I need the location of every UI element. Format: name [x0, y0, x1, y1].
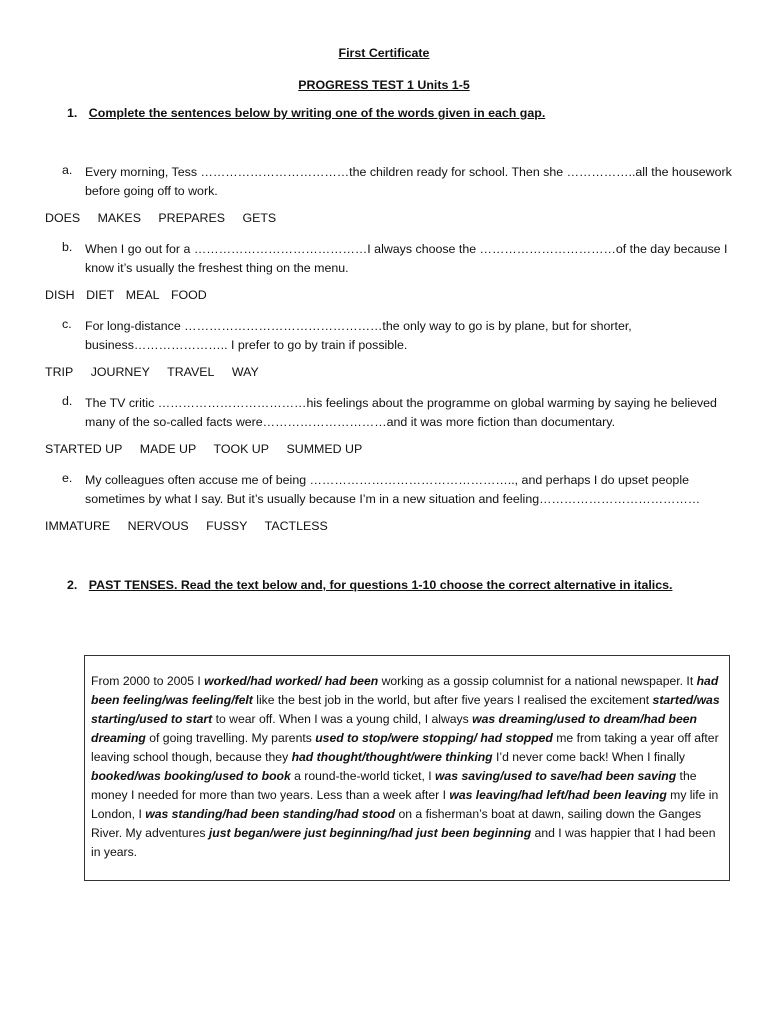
item-e-sentence: My colleagues often accuse me of being ………………………………………….., and perhaps I do upset people sometimes by what I say. But it’s usually because I’m in a new situation and feeling………………………………… — [85, 473, 701, 506]
item-d-word-options — [45, 442, 376, 456]
passage-segment: a round-the-world ticket, I — [290, 769, 436, 783]
word-option: STARTED UP — [45, 442, 123, 456]
item-e-letter: e. — [62, 471, 73, 485]
passage-segment: and I was happier that I had been in years. — [91, 826, 716, 859]
word-option: MAKES — [97, 211, 141, 225]
tense-options: was leaving/had left/had been leaving — [449, 788, 667, 802]
word-option: TOOK UP — [213, 442, 270, 456]
question-1-instruction: Complete the sentences below by writing one of the words given in each gap. — [88, 106, 546, 120]
item-e-word-options — [45, 519, 342, 533]
tense-options: worked/had worked/ had been — [204, 674, 379, 688]
tense-options: used to stop/were stopping/ had stopped — [315, 731, 553, 745]
word-option: FOOD — [170, 288, 207, 302]
passage-segment: working as a gossip columnist for a national newspaper. It — [378, 674, 697, 688]
passage-segment: of going travelling. My parents — [145, 731, 316, 745]
tense-options: booked/was booking/used to book — [91, 769, 291, 783]
tense-options: was dreaming/used to dream/had been dreaming — [91, 712, 697, 745]
word-option: DISH — [45, 288, 75, 302]
tense-options: had been feeling/was feeling/felt — [91, 674, 719, 707]
passage-segment: on a fisherman’s boat at dawn, sailing down the Ganges River. My adventures — [91, 807, 702, 840]
item-b-letter: b. — [62, 240, 73, 254]
word-option: PREPARES — [158, 211, 225, 225]
word-option: IMMATURE — [45, 519, 111, 533]
tense-options: was saving/used to save/had been saving — [435, 769, 677, 783]
page-title: First Certificate — [338, 46, 430, 60]
word-option: DOES — [45, 211, 81, 225]
passage-segment: my life in London, I — [91, 788, 719, 821]
item-c-sentence: For long-distance …………………………………………the only way to go is by plane, but for shorter, business………………….. I prefer to go by train if possible. — [85, 319, 632, 352]
word-option: TRIP — [45, 365, 74, 379]
question-2-heading — [67, 578, 672, 592]
passage-segment: like the best job in the world, but after five years I realised the excitement — [252, 693, 653, 707]
passage-segment: I’d never come back! When I finally — [492, 750, 686, 764]
item-b-sentence: When I go out for a ……………………………………I always choose the ……………………………of the day because I know it’s usually the freshest thing on the menu. — [85, 242, 728, 275]
word-option: WAY — [231, 365, 259, 379]
word-option: TACTLESS — [264, 519, 328, 533]
passage-segment: From 2000 to 2005 I — [91, 674, 205, 688]
word-option: SUMMED UP — [286, 442, 363, 456]
passage-box — [84, 655, 730, 881]
item-a-sentence: Every morning, Tess ………………………………the children ready for school. Then she ……………..all the housework before going off to work. — [85, 165, 732, 198]
word-option: MEAL — [125, 288, 160, 302]
passage-text — [91, 672, 721, 862]
item-c-word-options — [45, 365, 273, 379]
page-subtitle: PROGRESS TEST 1 Units 1-5 — [298, 78, 470, 92]
question-1-heading — [67, 106, 545, 120]
question-2-instruction: PAST TENSES. Read the text below and, for questions 1-10 choose the correct alternative in italics. — [88, 578, 673, 592]
word-option: NERVOUS — [127, 519, 189, 533]
word-option: MADE UP — [139, 442, 197, 456]
passage-segment: to wear off. When I was a young child, I always — [212, 712, 473, 726]
item-b-word-options — [45, 288, 221, 302]
question-1-number: 1. — [67, 106, 78, 120]
passage-segment: the money I needed for more than two years. Less than a week after I — [91, 769, 697, 802]
passage-segment: me from taking a year off after leaving school though, because they — [91, 731, 719, 764]
tense-options: was standing/had been standing/had stood — [145, 807, 396, 821]
tense-options: started/was starting/used to start — [91, 693, 720, 726]
word-option: FUSSY — [206, 519, 248, 533]
word-option: JOURNEY — [90, 365, 150, 379]
item-c-letter: c. — [62, 317, 72, 331]
word-option: DIET — [86, 288, 115, 302]
word-option: GETS — [242, 211, 277, 225]
item-d-letter: d. — [62, 394, 73, 408]
item-a-letter: a. — [62, 163, 73, 177]
item-a-word-options — [45, 211, 290, 225]
question-2-number: 2. — [67, 578, 78, 592]
tense-options: had thought/thought/were thinking — [291, 750, 493, 764]
word-option: TRAVEL — [167, 365, 215, 379]
tense-options: just began/were just beginning/had just been beginning — [208, 826, 532, 840]
item-d-sentence: The TV critic ………………………………his feelings about the programme on global warming by saying he believed many of the so-called facts were…………………………and it was more fiction than documentary. — [85, 396, 717, 429]
